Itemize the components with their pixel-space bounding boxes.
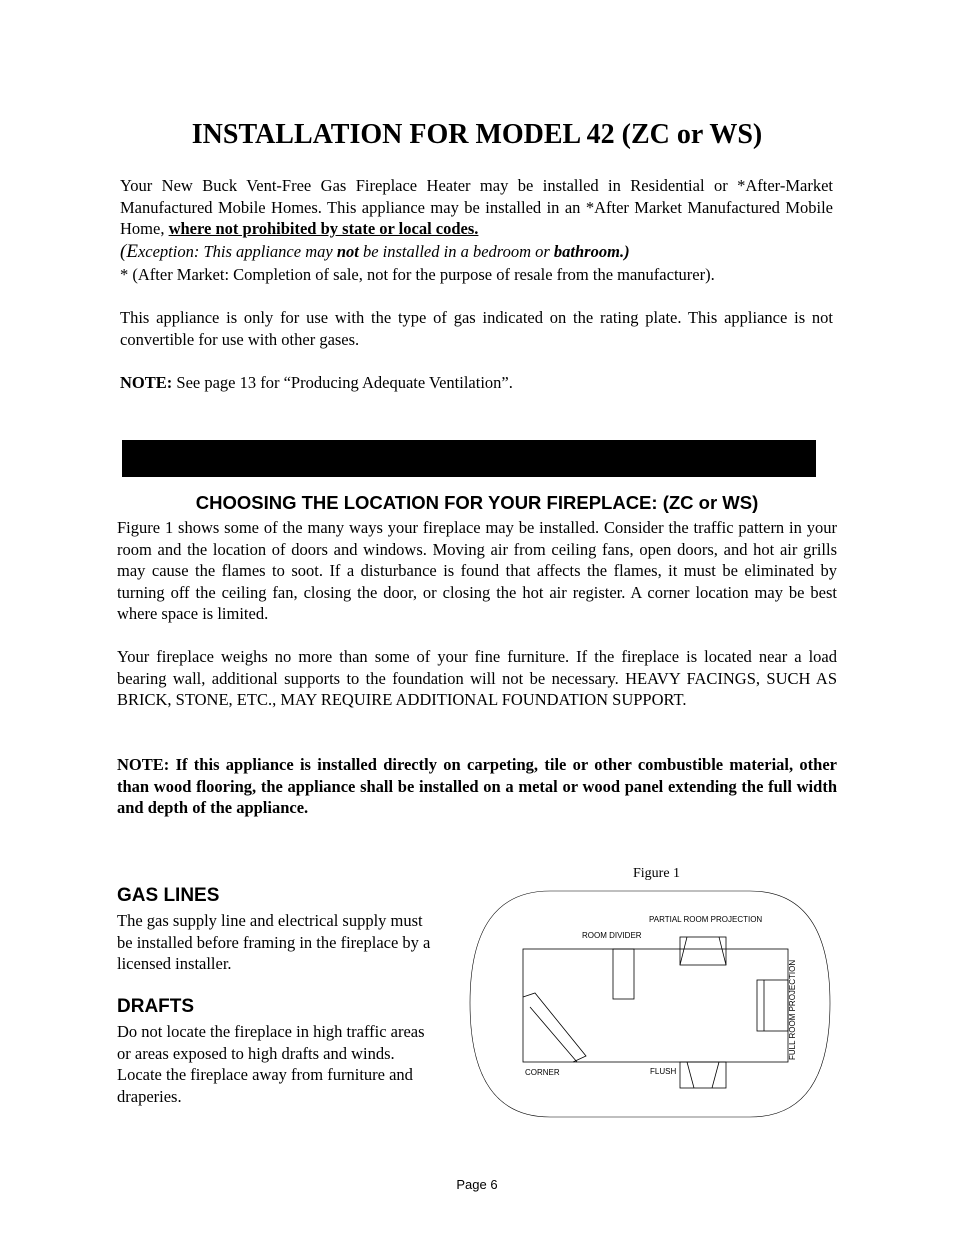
label-full-room-projection: FULL ROOM PROJECTION — [788, 959, 797, 1060]
drafts-heading: DRAFTS — [117, 996, 195, 1017]
partial-projection-fireplace — [680, 937, 726, 965]
exception-not: not — [336, 242, 359, 261]
label-partial-room-projection: PARTIAL ROOM PROJECTION — [649, 915, 763, 924]
gas-lines-text: The gas supply line and electrical supply must be installed before framing in the fireplace by a licensed installer. — [117, 911, 431, 973]
page-number: Page 6 — [456, 1177, 498, 1192]
gas-type-paragraph: This appliance is only for use with the type of gas indicated on the rating plate. This appliance is not convertible for use with other gases. — [120, 308, 833, 349]
intro-underlined: where not prohibited by state or local codes. — [168, 219, 479, 238]
corner-fireplace — [523, 993, 586, 1062]
room-outline — [470, 891, 830, 1117]
label-corner: CORNER — [525, 1068, 560, 1077]
note-text: See page 13 for “Producing Adequate Ventilation”. — [172, 373, 513, 392]
page-title: INSTALLATION FOR MODEL 42 (ZC or WS) — [191, 119, 763, 150]
gas-lines-heading: GAS LINES — [117, 885, 220, 906]
intro-paragraph — [120, 175, 833, 240]
after-market-note: * (After Market: Completion of sale, not for the purpose of resale from the manufacturer). — [120, 265, 715, 284]
label-flush: FLUSH — [650, 1067, 677, 1076]
exception-text-a: xception: This appliance may — [137, 242, 337, 261]
section-divider-bar — [122, 440, 816, 477]
figure-1-diagram — [465, 885, 835, 1120]
exception-text-b: be installed in a bedroom or — [358, 242, 554, 261]
note-label: NOTE: — [120, 373, 173, 392]
intro-text: Your New Buck Vent-Free Gas Fireplace Heater may be installed in Residential or *After-Market Manufactured Mobile Homes. This appliance may be installed in an *After Market Manufactured Mobile Home, — [120, 176, 833, 238]
combustible-note: NOTE: If this appliance is installed directly on carpeting, tile or other combustible material, other than wood flooring, the appliance shall be installed on a metal or wood panel extending the full width and depth of the appliance. — [117, 755, 837, 817]
location-paragraph-2: Your fireplace weighs no more than some of your fine furniture. If the fireplace is located near a load bearing wall, additional supports to the foundation will not be necessary. HEAVY FACINGS, SUCH AS BRICK, STONE, ETC., MAY REQUIRE ADDITIONAL FOUNDATION SUPPORT. — [117, 647, 837, 709]
location-heading: CHOOSING THE LOCATION FOR YOUR FIREPLACE: (ZC or WS) — [195, 492, 759, 513]
flush-fireplace — [680, 1062, 726, 1088]
exception-bathroom: bathroom.) — [553, 242, 630, 261]
label-room-divider: ROOM DIVIDER — [582, 931, 642, 940]
exception-line — [120, 241, 833, 263]
drafts-text: Do not locate the fireplace in high traffic areas or areas exposed to high drafts and winds. Locate the fireplace away from furniture and draperies. — [117, 1022, 425, 1106]
figure-caption: Figure 1 — [633, 866, 681, 881]
full-projection-fireplace — [757, 980, 788, 1031]
room-divider-shape — [613, 949, 634, 999]
exception-open: (E — [120, 241, 138, 262]
location-paragraph-1: Figure 1 shows some of the many ways your fireplace may be installed. Consider the traffic pattern in your room and the location of doors and windows. Moving air from ceiling fans, open doors, and hot air grills may cause the flames to soot. If a disturbance is found that affects the flames, it must be eliminated by turning off the ceiling fan, closing the door, or closing the hot air register. A corner location may be best where space is limited. — [117, 518, 837, 623]
ventilation-note — [120, 372, 833, 394]
